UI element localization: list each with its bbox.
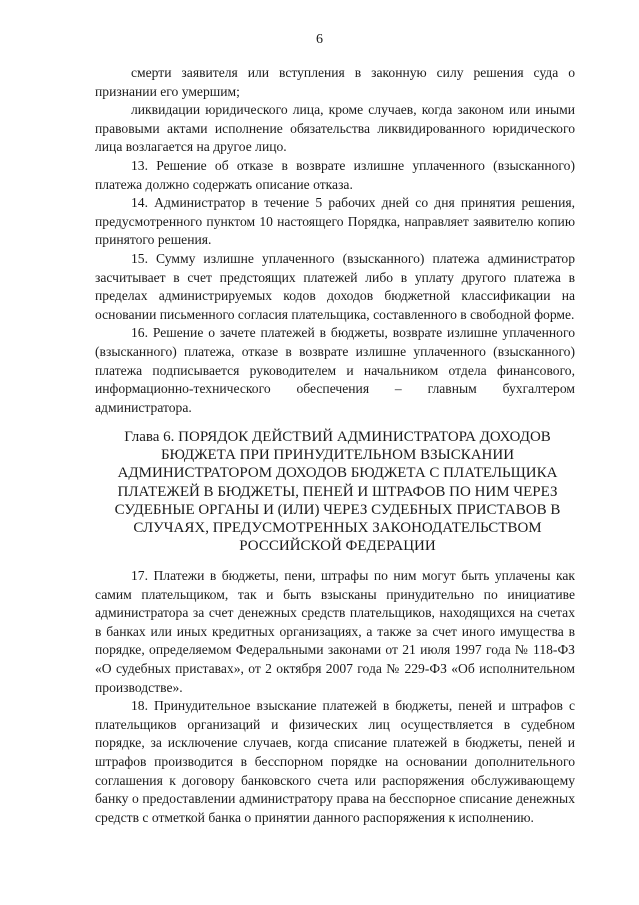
paragraph: 18. Принудительное взыскание платежей в бюджеты, пеней и штрафов с плательщиков организаций и физических лиц осуществляется в судебном порядке, за исключение случаев, когда списание платежей в бюджеты, пеней и штрафов производится в бесспорном порядке на основании дополнительного соглашения к договору банковского счета или распоряжения обслуживающему банку о предоставлении администратору права на бесспорное списание денежных средств с отметкой банка о принятии данного распоряжения к исполнению.: [95, 698, 575, 825]
body-text-top: [95, 64, 575, 417]
paragraph: 16. Решение о зачете платежей в бюджеты, возврате излишне уплаченного (взысканного) платежа, отказе в возврате излишне уплаченного (взысканного) платежа подписывается руководителем и начальником отдела финансового, информационно-технического обеспечения – главным бухгалтером администратора.: [95, 325, 575, 415]
body-text-bottom: [95, 567, 575, 827]
paragraph: ликвидации юридического лица, кроме случаев, когда законом или иными правовыми актами исполнение обязательства ликвидированного юридического лица возлагается на другое лицо.: [95, 102, 575, 155]
paragraph: 17. Платежи в бюджеты, пени, штрафы по ним могут быть уплачены как самим плательщиком, так и быть взысканы принудительно по инициативе администратора за счет денежных средств плательщиков, находящихся на счетах в банках или иных кредитных организациях, а также за счет иного имущества в порядке, определяемом Федеральными законами от 21 июля 1997 года № 118-ФЗ «О судебных приставах», от 2 октября 2007 года № 229-ФЗ «Об исполнительном производстве».: [95, 568, 575, 695]
paragraph: смерти заявителя или вступления в законную силу решения суда о признании его умершим;: [95, 65, 575, 99]
page-number: 6: [316, 32, 323, 47]
chapter-heading: Глава 6. ПОРЯДОК ДЕЙСТВИЙ АДМИНИСТРАТОРА ДОХОДОВ БЮДЖЕТА ПРИ ПРИНУДИТЕЛЬНОМ ВЗЫСКАНИИ АДМИНИСТРАТОРОМ ДОХОДОВ БЮДЖЕТА С ПЛАТЕЛЬЩИКА ПЛАТЕЖЕЙ В БЮДЖЕТЫ, ПЕНЕЙ И ШТРАФОВ ПО НИМ ЧЕРЕЗ СУДЕБНЫЕ ОРГАНЫ И (ИЛИ) ЧЕРЕЗ СУДЕБНЫХ ПРИСТАВОВ В СЛУЧАЯХ, ПРЕДУСМОТРЕННЫХ ЗАКОНОДАТЕЛЬСТВОМ РОССИЙСКОЙ ФЕДЕРАЦИИ: [114, 429, 561, 555]
paragraph: 13. Решение об отказе в возврате излишне уплаченного (взысканного) платежа должно содержать описание отказа.: [95, 157, 575, 192]
paragraph: 14. Администратор в течение 5 рабочих дней со дня принятия решения, предусмотренного пунктом 10 настоящего Порядка, направляет заявителю копию принятого решения.: [95, 195, 575, 248]
paragraph: 15. Сумму излишне уплаченного (взысканного) платежа администратор засчитывает в счет предстоящих платежей либо в уплату другого платежа в пределах администрируемых кодов доходов бюджетной классификации на основании письменного согласия плательщика, составленного в свободной форме.: [95, 250, 575, 322]
